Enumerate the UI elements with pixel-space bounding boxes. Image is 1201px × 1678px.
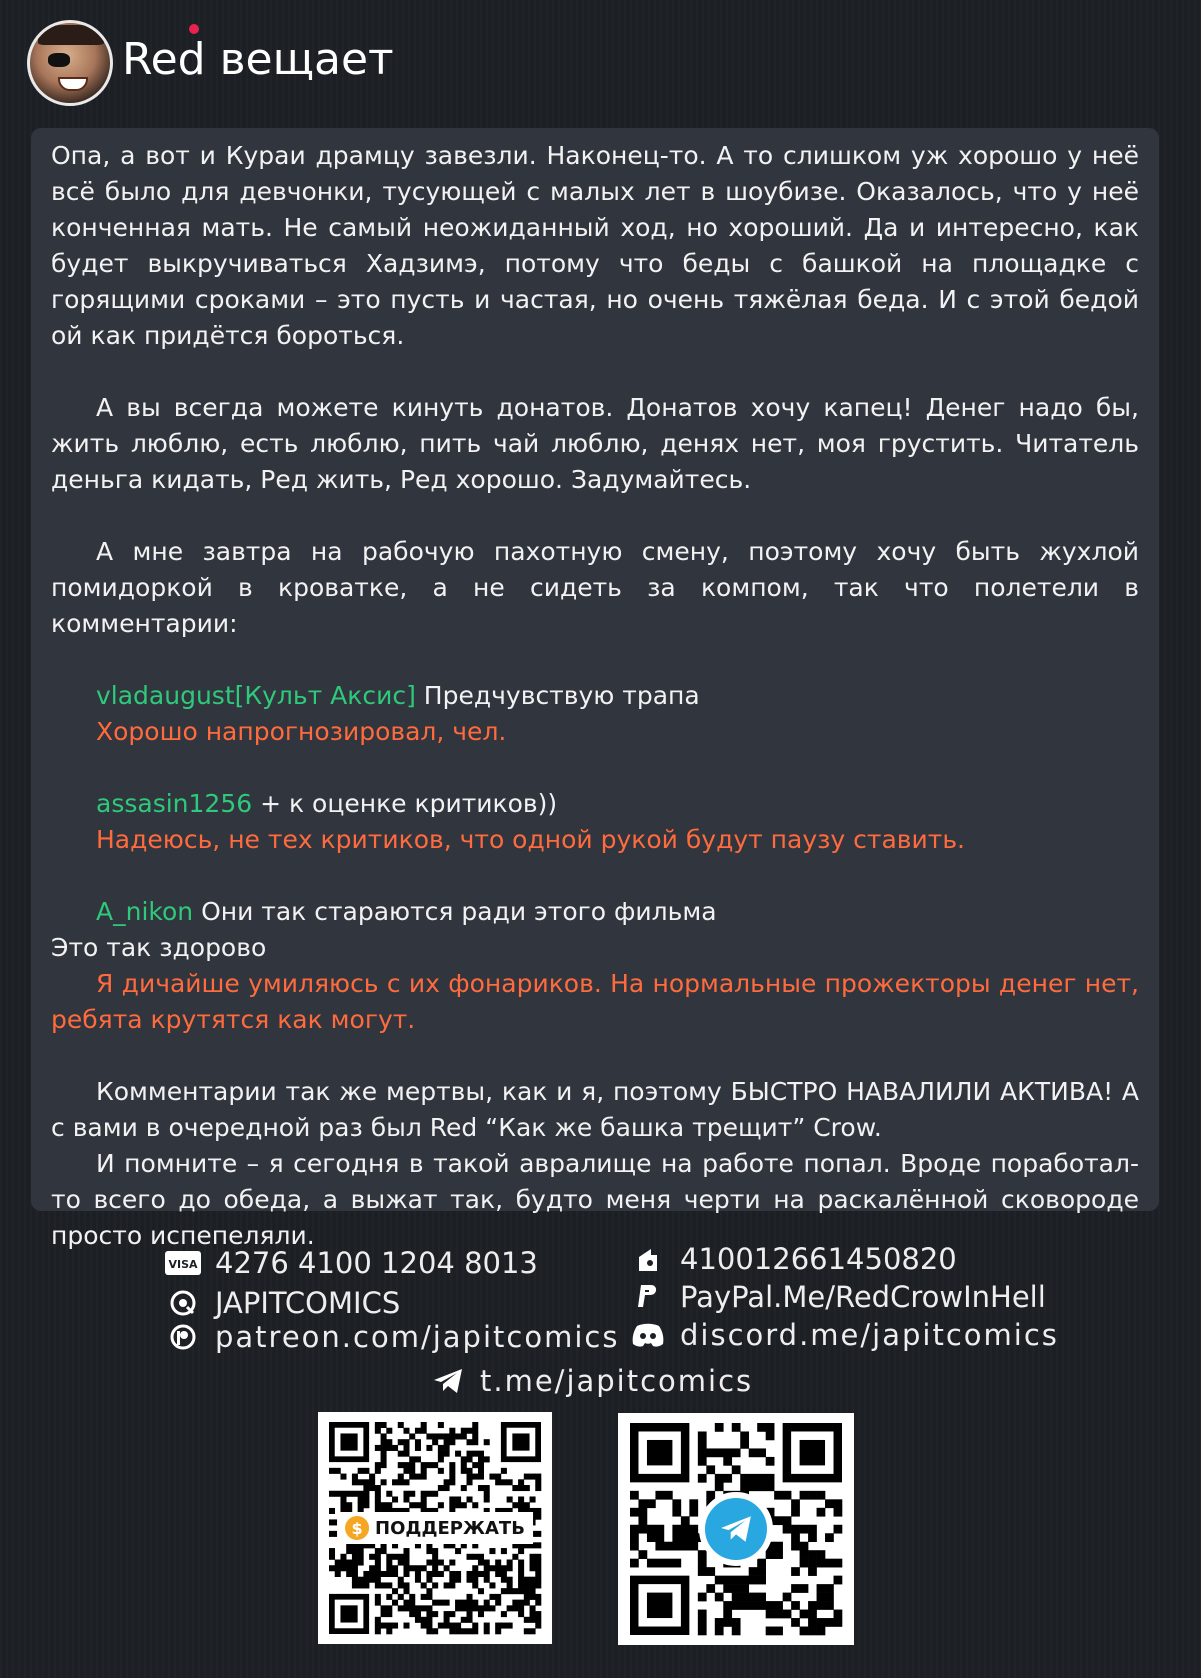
yoomoney-icon	[630, 1241, 666, 1277]
comment-username[interactable]: vladaugust[Культ Аксис]	[96, 681, 416, 710]
header	[27, 20, 627, 110]
contact-patreon[interactable]	[165, 1319, 619, 1355]
comment-text: Предчувствую трапа	[415, 681, 700, 710]
contact-telegram[interactable]	[430, 1363, 753, 1399]
contact-yoomoney[interactable]	[630, 1241, 957, 1277]
comment-block	[51, 894, 1139, 1038]
comment-reply: Я дичайше умиляюсь с их фонариков. На нормальные прожекторы денег нет, ребята крутятся как могут.	[51, 969, 1139, 1034]
donate-badge	[337, 1512, 533, 1544]
telegram-qr-code[interactable]	[618, 1413, 854, 1645]
contacts-block	[0, 1235, 1201, 1398]
comment-reply: Надеюсь, не тех критиков, что одной рукой будут паузу ставить.	[96, 825, 966, 854]
comment-text: + к оценке критиков))	[252, 789, 558, 818]
paragraph-signoff: И помните – я сегодня в такой авралище на работе попал. Вроде поработал-то всего до обеда, а выжат так, будто меня черти на раскалённой сковороде просто испепеляли.	[51, 1149, 1139, 1250]
comment-text: Они так стараются ради этого фильма	[193, 897, 717, 926]
comment-text-continued: Это так здорово	[51, 933, 267, 962]
contact-card[interactable]	[165, 1245, 538, 1281]
paragraph-intro: Опа, а вот и Кураи драмцу завезли. Наконец-то. А то слишком уж хорошо у неё всё было для девчонки, тусующей с малых лет в шоубизе. Оказалось, что у неё конченная мать. Не самый неожиданный ход, но хороший. Да и интересно, как будет выкручиваться Хадзимэ, потому что беды с башкой на площадке с горящими сроками – это пусть и частая, но очень тяжёлая беда. И с этой бедой ой как придётся бороться.	[51, 141, 1139, 350]
avatar[interactable]	[27, 20, 113, 106]
contact-patreon-link: patreon.com/japitcomics	[215, 1320, 620, 1354]
post-card	[31, 128, 1159, 1250]
page-title: Red вещает	[122, 34, 394, 85]
contact-discord[interactable]	[630, 1317, 1059, 1353]
paragraph-outro: Комментарии так же мертвы, как и я, поэтому БЫСТРО НАВАЛИЛИ АКТИВА! А с вами в очередной раз был Red “Как же башка трещит” Crow.	[51, 1077, 1139, 1142]
paypal-icon	[630, 1279, 666, 1315]
coin-icon: $	[345, 1516, 369, 1540]
contact-qiwi[interactable]	[165, 1285, 400, 1321]
contact-yoomoney-number: 410012661450820	[680, 1242, 957, 1276]
contact-card-number: 4276 4100 1204 8013	[215, 1246, 538, 1280]
svg-text:VISA: VISA	[168, 1258, 198, 1271]
contact-paypal[interactable]	[630, 1279, 1046, 1315]
visa-icon	[165, 1245, 201, 1281]
comment-username[interactable]: assasin1256	[96, 789, 253, 818]
discord-icon	[630, 1317, 666, 1353]
contact-discord-link: discord.me/japitcomics	[680, 1318, 1059, 1352]
contact-telegram-link: t.me/japitcomics	[480, 1364, 754, 1398]
comment-block	[51, 678, 1139, 750]
contact-qiwi-name: JAPITCOMICS	[215, 1286, 401, 1320]
telegram-logo-icon	[699, 1492, 773, 1566]
comment-line	[51, 786, 1139, 822]
contact-paypal-link: PayPal.Me/RedCrowInHell	[680, 1280, 1046, 1314]
decorative-dot-icon	[189, 24, 199, 34]
comment-line	[51, 894, 1139, 930]
paragraph-comments-intro: А мне завтра на рабочую пахотную смену, поэтому хочу быть жухлой помидоркой в кроватке, а не сидеть за компом, так что полетели в комментарии:	[51, 537, 1139, 638]
patreon-icon	[165, 1319, 201, 1355]
donate-label: ПОДДЕРЖАТЬ	[375, 1517, 525, 1539]
comment-block	[51, 786, 1139, 858]
comment-reply: Хорошо напрогнозировал, чел.	[96, 717, 507, 746]
telegram-icon	[430, 1363, 466, 1399]
donate-qr-code[interactable]	[318, 1412, 552, 1644]
comment-username[interactable]: A_nikon	[96, 897, 194, 926]
qiwi-icon	[165, 1285, 201, 1321]
comment-line	[51, 678, 1139, 714]
paragraph-donate: А вы всегда можете кинуть донатов. Донатов хочу капец! Денег надо бы, жить люблю, есть люблю, пить чай люблю, денях нет, моя грустить. Читатель деньга кидать, Ред жить, Ред хорошо. Задумайтесь.	[51, 393, 1139, 494]
